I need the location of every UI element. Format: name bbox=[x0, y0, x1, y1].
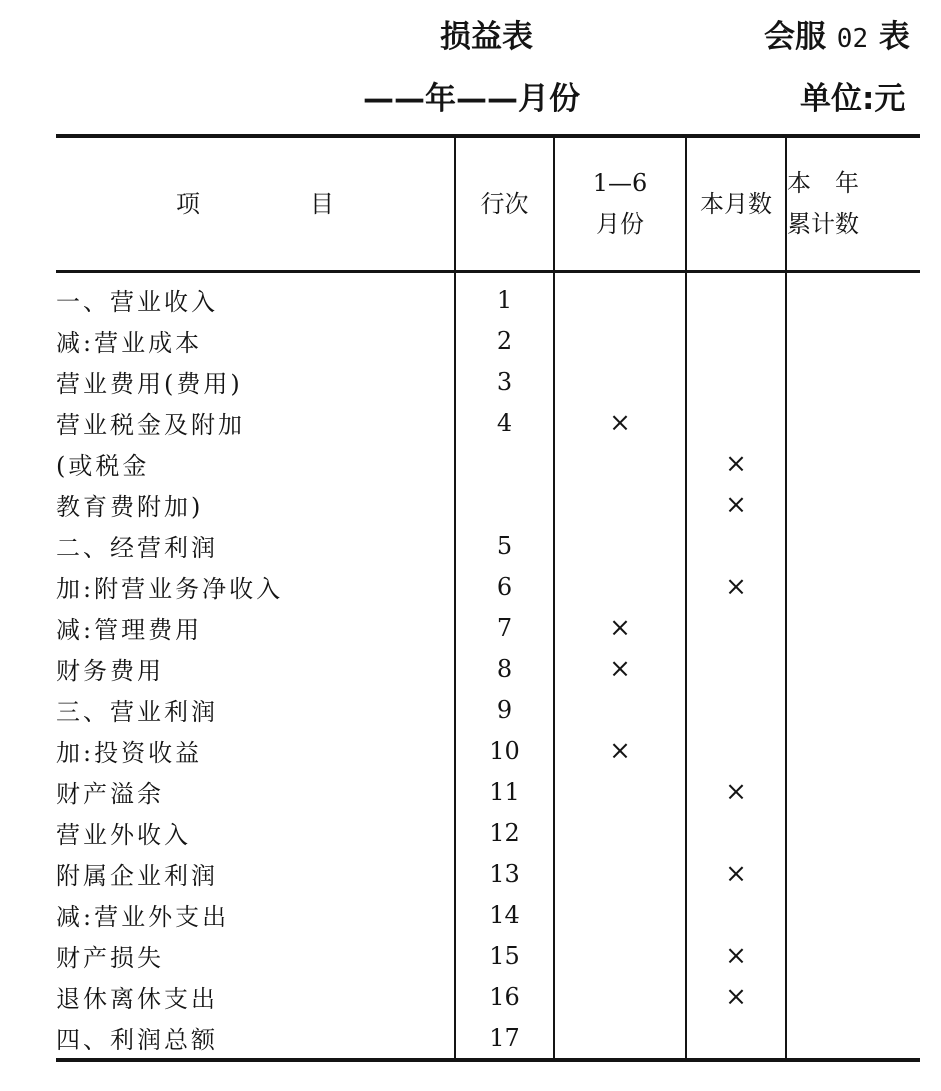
row-ytd6-cell bbox=[554, 484, 686, 525]
row-item: 加:附营业务净收入 bbox=[56, 575, 284, 603]
row-month-cell: × bbox=[686, 443, 786, 484]
row-ytd6-cell bbox=[554, 689, 686, 730]
row-year-cell bbox=[786, 935, 920, 976]
form-suffix: 表 bbox=[878, 19, 910, 55]
header-row bbox=[56, 136, 920, 272]
row-year-cell bbox=[786, 976, 920, 1017]
table-row bbox=[56, 320, 920, 361]
table-row bbox=[56, 443, 920, 484]
row-year-cell bbox=[786, 1017, 920, 1060]
row-year-cell bbox=[786, 894, 920, 935]
row-ytd6-cell bbox=[554, 361, 686, 402]
table-row bbox=[56, 730, 920, 771]
row-item: 减:管理费用 bbox=[56, 616, 203, 644]
row-year-cell bbox=[786, 361, 920, 402]
year-blank: —— bbox=[363, 81, 425, 117]
table-row bbox=[56, 648, 920, 689]
row-year-cell bbox=[786, 607, 920, 648]
row-year-cell bbox=[786, 525, 920, 566]
table-row bbox=[56, 402, 920, 443]
row-item: 营业外收入 bbox=[56, 821, 191, 849]
row-line-no: 14 bbox=[455, 894, 554, 935]
table-row bbox=[56, 525, 920, 566]
row-ytd6-cell bbox=[554, 1017, 686, 1060]
row-ytd6-cell bbox=[554, 566, 686, 607]
row-item: 减:营业外支出 bbox=[56, 903, 230, 931]
row-year-cell bbox=[786, 853, 920, 894]
row-ytd6-cell: × bbox=[554, 607, 686, 648]
row-line-no: 10 bbox=[455, 730, 554, 771]
row-line-no: 16 bbox=[455, 976, 554, 1017]
row-month-cell bbox=[686, 272, 786, 321]
income-statement-table bbox=[56, 134, 920, 1062]
col-header-line-no: 行次 bbox=[455, 136, 554, 272]
row-ytd6-cell bbox=[554, 771, 686, 812]
row-month-cell: × bbox=[686, 976, 786, 1017]
row-ytd6-cell bbox=[554, 935, 686, 976]
row-year-cell bbox=[786, 320, 920, 361]
row-item: 一、营业收入 bbox=[56, 288, 218, 316]
row-ytd6-cell: × bbox=[554, 648, 686, 689]
row-month-cell bbox=[686, 894, 786, 935]
table-row bbox=[56, 272, 920, 321]
row-item: 营业费用(费用) bbox=[56, 370, 243, 398]
row-item: 减:营业成本 bbox=[56, 329, 203, 357]
row-month-cell bbox=[686, 320, 786, 361]
row-month-cell bbox=[686, 812, 786, 853]
row-item: 三、营业利润 bbox=[56, 698, 218, 726]
row-month-cell bbox=[686, 648, 786, 689]
row-line-no: 8 bbox=[455, 648, 554, 689]
row-year-cell bbox=[786, 443, 920, 484]
row-year-cell bbox=[786, 648, 920, 689]
row-item: (或税金 bbox=[56, 452, 150, 480]
row-month-cell bbox=[686, 1017, 786, 1060]
report-period bbox=[363, 81, 580, 117]
form-prefix: 会服 bbox=[764, 19, 826, 55]
row-line-no bbox=[455, 484, 554, 525]
row-line-no: 4 bbox=[455, 402, 554, 443]
month-label: 月份 bbox=[518, 81, 580, 117]
col-header-ytd-6-months: 1—6 月份 bbox=[554, 136, 686, 272]
row-item: 退休离休支出 bbox=[56, 985, 218, 1013]
row-month-cell bbox=[686, 689, 786, 730]
report-title: 损益表 bbox=[440, 19, 533, 55]
table-row bbox=[56, 1017, 920, 1060]
month-blank: —— bbox=[456, 81, 518, 117]
row-ytd6-cell bbox=[554, 443, 686, 484]
year-label: 年 bbox=[425, 81, 456, 117]
row-ytd6-cell bbox=[554, 320, 686, 361]
row-line-no: 7 bbox=[455, 607, 554, 648]
row-month-cell bbox=[686, 730, 786, 771]
row-month-cell: × bbox=[686, 853, 786, 894]
row-ytd6-cell bbox=[554, 853, 686, 894]
row-month-cell: × bbox=[686, 484, 786, 525]
row-month-cell bbox=[686, 607, 786, 648]
row-item: 营业税金及附加 bbox=[56, 411, 245, 439]
row-item: 财务费用 bbox=[56, 657, 164, 685]
form-number-value: 02 bbox=[836, 24, 869, 54]
table-row bbox=[56, 771, 920, 812]
row-line-no: 12 bbox=[455, 812, 554, 853]
row-year-cell bbox=[786, 771, 920, 812]
table-row bbox=[56, 361, 920, 402]
row-ytd6-cell bbox=[554, 525, 686, 566]
row-month-cell bbox=[686, 361, 786, 402]
row-item: 教育费附加) bbox=[56, 493, 204, 521]
row-ytd6-cell bbox=[554, 272, 686, 321]
table-row bbox=[56, 935, 920, 976]
row-year-cell bbox=[786, 566, 920, 607]
row-line-no: 6 bbox=[455, 566, 554, 607]
row-ytd6-cell: × bbox=[554, 402, 686, 443]
table-row bbox=[56, 812, 920, 853]
col-header-item: 项 目 bbox=[56, 136, 455, 272]
table-row bbox=[56, 853, 920, 894]
row-line-no: 3 bbox=[455, 361, 554, 402]
row-item: 四、利润总额 bbox=[56, 1026, 218, 1054]
row-line-no: 13 bbox=[455, 853, 554, 894]
row-line-no: 9 bbox=[455, 689, 554, 730]
row-month-cell: × bbox=[686, 566, 786, 607]
row-line-no bbox=[455, 443, 554, 484]
row-line-no: 11 bbox=[455, 771, 554, 812]
row-month-cell: × bbox=[686, 771, 786, 812]
row-item: 财产溢余 bbox=[56, 780, 164, 808]
row-ytd6-cell bbox=[554, 894, 686, 935]
table-row bbox=[56, 484, 920, 525]
row-year-cell bbox=[786, 812, 920, 853]
row-line-no: 1 bbox=[455, 272, 554, 321]
row-year-cell bbox=[786, 484, 920, 525]
col-header-year-cumulative: 本 年 累计数 bbox=[786, 136, 920, 272]
currency-unit: 单位:元 bbox=[800, 81, 906, 117]
row-item: 财产损失 bbox=[56, 944, 164, 972]
row-year-cell bbox=[786, 689, 920, 730]
col-header-this-month: 本月数 bbox=[686, 136, 786, 272]
row-item: 附属企业利润 bbox=[56, 862, 218, 890]
table-row bbox=[56, 689, 920, 730]
row-line-no: 17 bbox=[455, 1017, 554, 1060]
row-month-cell: × bbox=[686, 935, 786, 976]
row-year-cell bbox=[786, 272, 920, 321]
table-row bbox=[56, 894, 920, 935]
row-line-no: 5 bbox=[455, 525, 554, 566]
row-year-cell bbox=[786, 402, 920, 443]
row-year-cell bbox=[786, 730, 920, 771]
form-number bbox=[764, 19, 910, 55]
row-month-cell bbox=[686, 525, 786, 566]
table-row bbox=[56, 976, 920, 1017]
row-ytd6-cell bbox=[554, 812, 686, 853]
row-line-no: 2 bbox=[455, 320, 554, 361]
row-item: 加:投资收益 bbox=[56, 739, 203, 767]
table-row bbox=[56, 566, 920, 607]
row-line-no: 15 bbox=[455, 935, 554, 976]
row-item: 二、经营利润 bbox=[56, 534, 218, 562]
table-row bbox=[56, 607, 920, 648]
row-ytd6-cell bbox=[554, 976, 686, 1017]
row-month-cell bbox=[686, 402, 786, 443]
row-ytd6-cell: × bbox=[554, 730, 686, 771]
table-body bbox=[56, 272, 920, 1061]
